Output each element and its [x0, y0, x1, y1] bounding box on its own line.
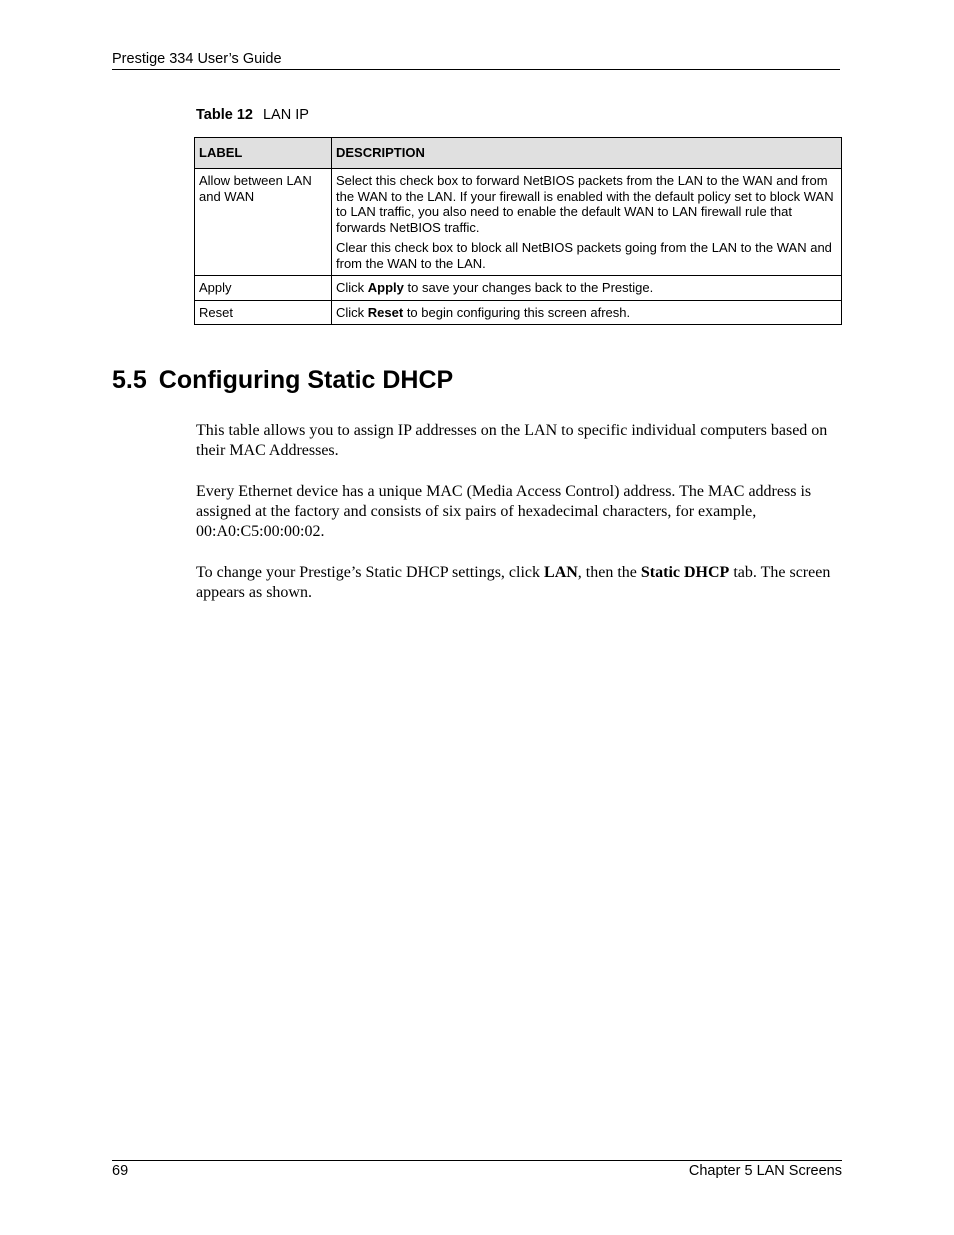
table-caption-title: LAN IP: [262, 107, 309, 123]
running-footer: [112, 1160, 842, 1179]
table-caption: [196, 107, 309, 123]
description-paragraph: Clear this check box to block all NetBIOS packets going from the LAN to the WAN and from the WAN to the LAN.: [336, 240, 832, 271]
guide-title: Prestige 334 User’s Guide: [112, 51, 282, 67]
section-title: Configuring Static DHCP: [158, 366, 454, 394]
body-bold-term: Static DHCP: [640, 564, 730, 581]
table-header-row: [195, 138, 842, 169]
row-label: Reset: [195, 300, 332, 325]
description-bold-term: Reset: [367, 304, 404, 320]
section-number: 5.5: [112, 366, 147, 394]
table-caption-number: Table 12: [196, 107, 253, 123]
body-text-run: , then the: [577, 564, 641, 581]
description-bold-term: Apply: [367, 280, 404, 295]
description-text: to save your changes back to the Prestige.: [403, 280, 654, 295]
column-header-description: DESCRIPTION: [332, 138, 842, 169]
table-row: [195, 276, 842, 301]
body-paragraph: Every Ethernet device has a unique MAC (Media Access Control) address. The MAC address is assigned at the factory and consists of six pairs of hexadecimal characters, for example, 00:A0:C5:00:00:02.: [196, 483, 812, 540]
description-text: Click: [336, 280, 368, 295]
description-text: to begin configuring this screen afresh.: [403, 304, 631, 320]
page-number: 69: [112, 1163, 129, 1179]
description-paragraph: Select this check box to forward NetBIOS packets from the LAN to the WAN and from the WAN to the LAN. If your firewall is enabled with the default policy set to block WAN to LAN traffic, you also need to enable the default WAN to LAN firewall rule that forwards NetBIOS traffic.: [336, 173, 834, 235]
row-description: [332, 300, 842, 325]
lan-ip-table: [194, 137, 842, 325]
description-text: Click: [336, 304, 368, 320]
table-row: [195, 300, 842, 325]
row-label: Apply: [195, 276, 332, 301]
section-heading: [112, 366, 453, 395]
body-paragraph: This table allows you to assign IP addresses on the LAN to specific individual computers based on their MAC Addresses.: [196, 422, 828, 459]
column-header-label: LABEL: [195, 138, 332, 169]
running-header: [112, 51, 840, 70]
row-label: Allow between LAN and WAN: [195, 169, 332, 276]
body-text-run: tab. The screen appears as shown.: [196, 564, 831, 601]
row-description: [332, 276, 842, 301]
row-description: [332, 169, 842, 276]
chapter-title: Chapter 5 LAN Screens: [688, 1163, 842, 1179]
body-text-run: To change your Prestige’s Static DHCP settings, click: [196, 564, 545, 581]
body-paragraph: [196, 563, 842, 603]
body-bold-term: LAN: [544, 564, 578, 581]
table-row: [195, 169, 842, 276]
